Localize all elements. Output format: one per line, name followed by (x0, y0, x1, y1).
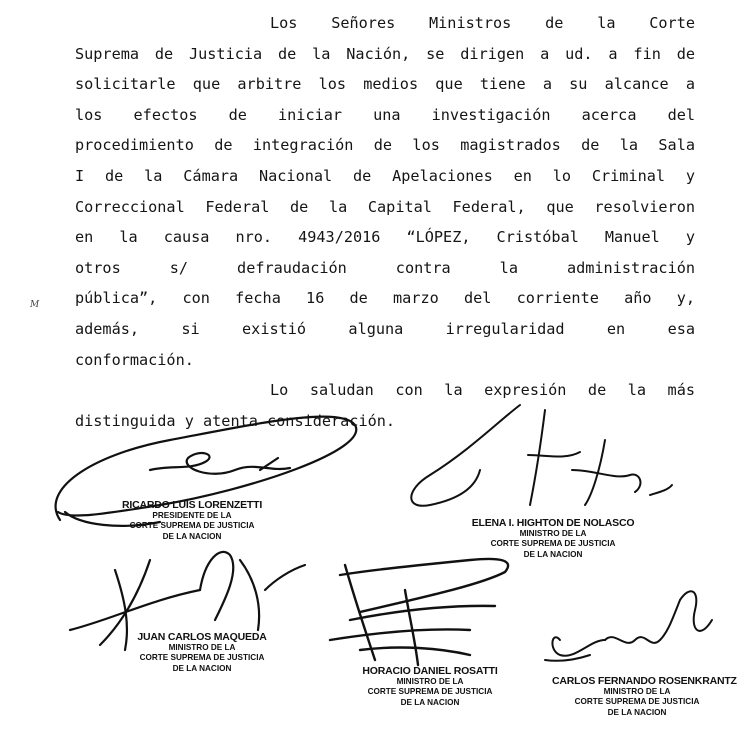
signature-rosenkrantz (545, 591, 712, 660)
letter-line: los efectos de iniciar una investigación acerca del (75, 105, 695, 124)
signatory-title: CORTE SUPREMA DE JUSTICIA (574, 697, 700, 706)
signatory-title: DE LA NACION (607, 707, 667, 717)
signatory-title: MINISTRO DE LA (519, 528, 587, 538)
signatory-title: CORTE SUPREMA DE JUSTICIA (139, 653, 265, 662)
signatory-title: DE LA NACION (172, 663, 232, 673)
signatory-name: HORACIO DANIEL ROSATTI (362, 665, 498, 677)
letter-line: Correccional Federal de la Capital Federal, que resolvieron (75, 197, 695, 216)
letter-line: conformación. (75, 350, 194, 369)
letter-line: solicitarle que arbitre los medios que tiene a su alcance a (75, 75, 695, 94)
signature-highton (411, 405, 672, 506)
stamp-maqueda (122, 632, 282, 674)
signatory-title: DE LA NACION (523, 549, 583, 559)
signatory-title: CORTE SUPREMA DE JUSTICIA (129, 521, 255, 530)
signatory-name: RICARDO LUIS LORENZETTI (121, 499, 263, 511)
letter-line: además, si existió alguna irregularidad en esa (75, 319, 695, 338)
letter-line: Suprema de Justicia de la Nación, se dirigen a ud. a fin de (75, 44, 695, 63)
letter-line: Los Señores Ministros de la Corte (270, 14, 695, 32)
signatory-name: CARLOS FERNANDO ROSENKRANTZ (552, 675, 737, 687)
letter-line: en la causa nro. 4943/2016 “LÓPEZ, Cristóbal Manuel y (75, 228, 695, 247)
letter-line: I de la Cámara Nacional de Apelaciones en lo Criminal y (75, 166, 695, 185)
signatory-name: ELENA I. HIGHTON DE NOLASCO (471, 517, 635, 529)
stamp-rosatti (350, 666, 510, 708)
signature-rosatti (330, 559, 508, 665)
stamp-highton (468, 518, 638, 560)
signatory-title: MINISTRO DE LA (396, 676, 464, 686)
signatory-title: CORTE SUPREMA DE JUSTICIA (490, 539, 616, 548)
letter-line: procedimiento de integración de los magistrados de la Sala (75, 136, 695, 155)
signatory-title: PRESIDENTE DE LA (152, 510, 232, 520)
letter-line: otros s/ defraudación contra la administración (75, 258, 695, 277)
signatory-title: DE LA NACION (400, 697, 460, 707)
letter-line: distinguida y atenta consideración. (75, 411, 396, 430)
letter-line: Lo saludan con la expresión de la más (270, 381, 695, 400)
stamp-lorenzetti (112, 500, 272, 542)
stamp-rosenkrantz (552, 675, 737, 718)
signatory-title: MINISTRO DE LA (168, 642, 236, 652)
letter-line: pública”, con fecha 16 de marzo del corriente año y, (75, 289, 695, 308)
signatory-title: CORTE SUPREMA DE JUSTICIA (367, 687, 493, 696)
margin-mark: M (30, 300, 40, 310)
signatory-name: JUAN CARLOS MAQUEDA (137, 631, 267, 643)
signatory-title: DE LA NACION (162, 531, 222, 541)
signatory-title: MINISTRO DE LA (603, 686, 671, 696)
